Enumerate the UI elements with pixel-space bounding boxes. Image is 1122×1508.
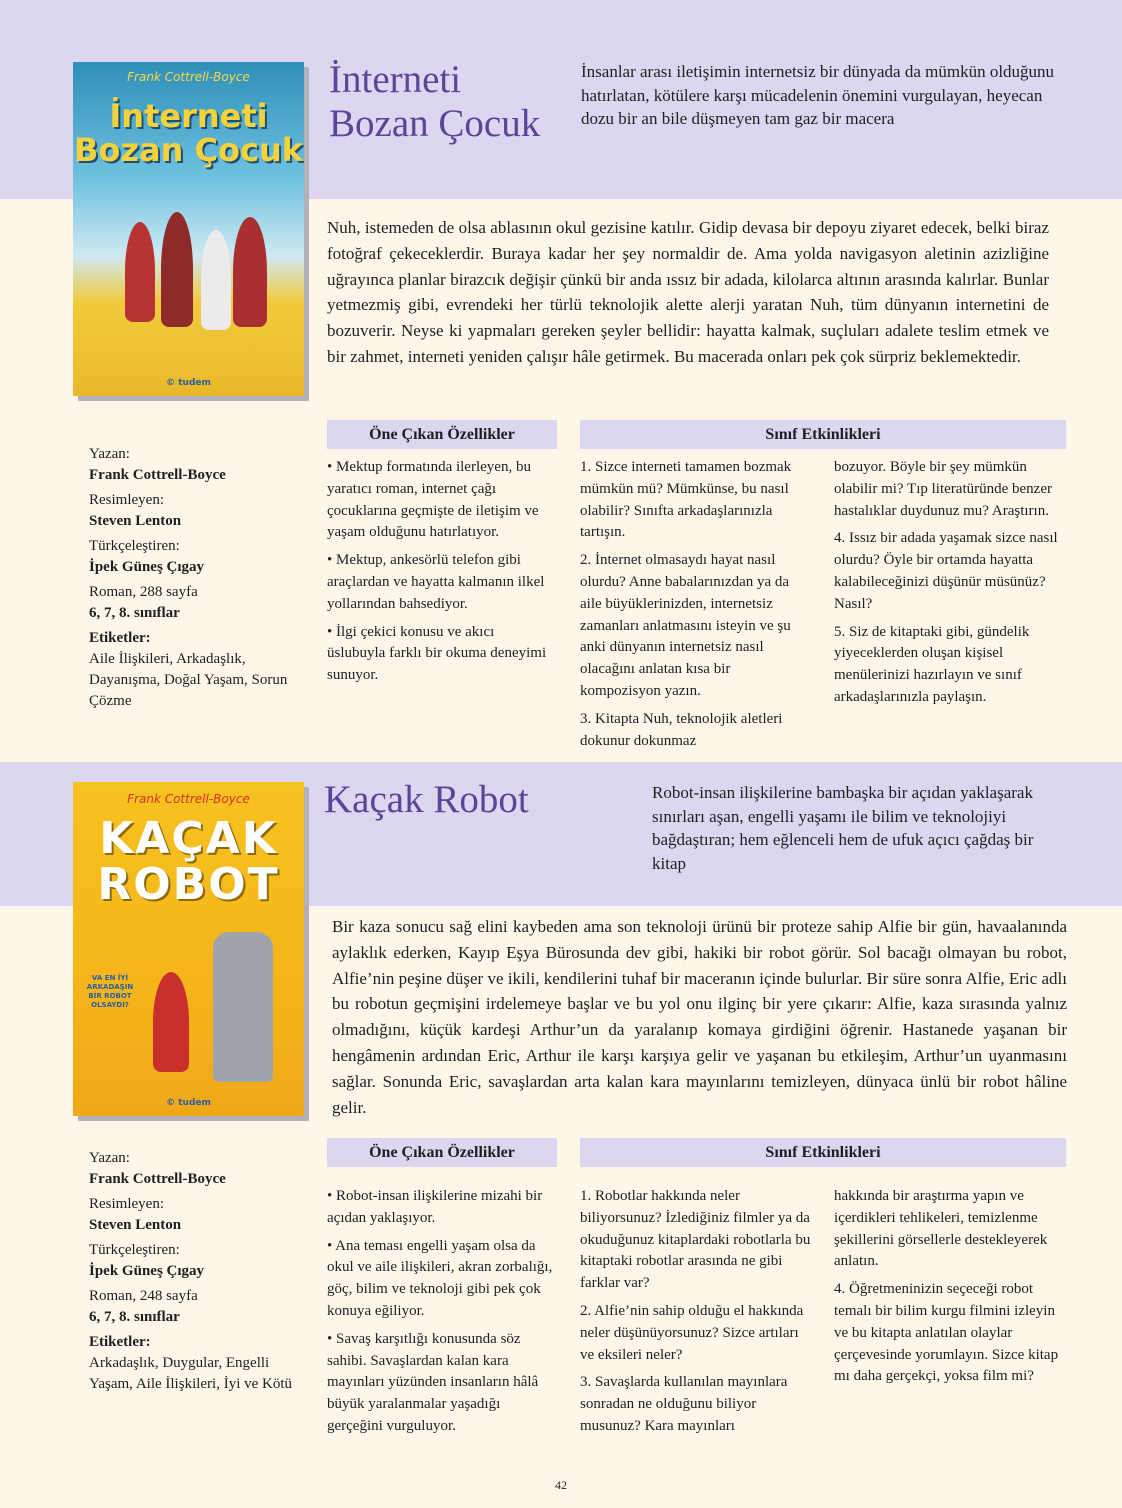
cover-author: Frank Cottrell-Boyce xyxy=(127,792,250,806)
translator-label: Türkçeleştiren: xyxy=(89,538,180,554)
cover-illustration-figure xyxy=(161,212,193,327)
book-summary: Bir kaza sonucu sağ elini kaybeden ama son teknoloji ürünü bir proteze sahip Alfie bir gün, havaalanında aylaklık ederken, Kayıp Eşya Bürosunda dev gibi, hakiki bir robot görür. Sol bacağı olmayan bu robot, Alfie’nin peşine düşer ve ikili, kendilerini tuhaf bir maceranın içinde bulurlar. Bir süre sonra Alfie, Eric adlı bu robotun geçmişini irdelemeye başlar ve bu yol onu ilginç bir yere çıkarır: Alfie, kaza sırasında yalnız olmadığını, küçük kardeşi Arthur’un da yaralanıp komaya girdiğini öğrenir. Hastanede yaşanan bir hengâmenin ardından Eric, Arthur ile karşı karşıya gelir ve yaşanan bu etkileşim, Arthur’un uyanmasını sağlar. Sonunda Eric, savaşlardan arta kalan kara mayınlarını temizleyen, dünyaca ünlü bir robot hâline gelir. xyxy=(332,917,1067,1117)
tags-label: Etiketler: xyxy=(89,630,151,646)
activity-item: 2. İnternet olmasaydı hayat nasıl olurdu? Anne babalarınızdan ya da aile büyüklerinizden, internetsiz zamanları anlatmasını isteyin ve şu anki dünyanın internetsiz nasıl olacağını anlatan kısa bir kompozisyon yazın. xyxy=(580,552,791,699)
book-summary: Nuh, istemeden de olsa ablasının okul gezisine katılır. Gidip devasa bir depoyu ziyaret edecek, belki biraz fotoğraf çekeceklerdir. Buraya kadar her şey normaldir de. Ama yolda navigasyon aletinin azizliğine uğrayınca planlar birazcık değişir çünkü bir anda ıssız bir adada, kilolarca altının arasında kalırlar. Bunlar yetmezmiş gibi, evrendeki her türlü teknolojik alette alerji yaratan Nuh, tüm dünyanın internetini de bozuverir. Neyse ki yapmaları gereken şeyler bellidir: hayatta kalmak, suçluları adalete teslim etmek ve bir zahmet, interneti yeniden çalışır hâle getirmek. Bu macerada onları pek çok sürpriz beklemektedir. xyxy=(327,218,1049,366)
author-label: Yazan: xyxy=(89,1150,130,1166)
book-intro: İnsanlar arası iletişimin internetsiz bir dünyada da mümkün olduğunu hatırlatan, kötülere karşı mücadelenin önemini vurgulayan, heyecan dozu bir an bile düşmeyen tam gaz bir macera xyxy=(581,62,1055,128)
illustrator-label: Resimleyen: xyxy=(89,1196,164,1212)
cover-author: Frank Cottrell-Boyce xyxy=(127,70,250,84)
feature-item: • Savaş karşıtlığı konusunda söz sahibi. Savaşlardan kalan kara mayınları yüzünden insanların hâlâ büyük yaralanmalar yaşadığı gerçeğini vurguluyor. xyxy=(327,1330,539,1434)
cover-illustration-figure xyxy=(201,230,231,330)
activity-item: 3. Savaşlarda kullanılan mayınlara sonradan ne olduğunu biliyor musunuz? Kara mayınları xyxy=(580,1374,788,1434)
features-heading: Öne Çıkan Özellikler xyxy=(327,420,557,449)
page-number: 42 xyxy=(555,1478,567,1492)
book-meta xyxy=(89,1148,299,1395)
illustrator-name: Steven Lenton xyxy=(89,513,182,529)
activities-list-col1 xyxy=(580,1186,812,1444)
cover-publisher: © tudem xyxy=(166,1098,211,1108)
cover-title: KAÇAK ROBOT xyxy=(97,813,280,911)
translator-name: İpek Güneş Çıgay xyxy=(89,559,205,575)
book-intro: Robot-insan ilişkilerine bambaşka bir açıdan yaklaşarak sınırları aşan, engelli yaşamı ile bilim ve teknolojiyi bağdaştıran; hem eğlenceli hem de ufuk açıcı çağdaş bir kitap xyxy=(652,783,1034,873)
activity-item: 1. Sizce interneti tamamen bozmak mümkün mü? Mümkünse, bu nasıl olabilir? Sınıfta arkadaşlarınızla tartışın. xyxy=(580,459,792,541)
activity-item: hakkında bir araştırma yapın ve içerdikleri tehlikeleri, temizlenme şekillerini görsellerle destekleyerek anlatın. xyxy=(834,1188,1048,1270)
cover-publisher: © tudem xyxy=(166,378,211,388)
activity-item: 4. Issız bir adada yaşamak sizce nasıl olurdu? Öyle bir ortamda hayatta kalabileceğinizi düşünür müsünüz? Nasıl? xyxy=(834,530,1058,612)
feature-item: • Robot-insan ilişkilerine mizahi bir açıdan yaklaşıyor. xyxy=(327,1188,543,1226)
tags-list: Aile İlişkileri, Arkadaşlık, Dayanışma, Doğal Yaşam, Sorun Çözme xyxy=(89,651,288,709)
illustrator-name: Steven Lenton xyxy=(89,1217,182,1233)
book-grades: 6, 7, 8. sınıflar xyxy=(89,605,180,621)
book-grades: 6, 7, 8. sınıflar xyxy=(89,1309,180,1325)
activities-list-col1 xyxy=(580,457,812,758)
activity-item: bozuyor. Böyle bir şey mümkün olabilir mi? Tıp literatüründe benzer hastalıklar duydunuz mu? Araştırın. xyxy=(834,459,1052,519)
cover-illustration-robot xyxy=(213,932,273,1082)
tags-label: Etiketler: xyxy=(89,1334,151,1350)
translator-label: Türkçeleştiren: xyxy=(89,1242,180,1258)
book-format: Roman, 248 sayfa xyxy=(89,1288,198,1304)
cover-tagline: VA EN İYİ ARKADAŞIN BİR ROBOT OLSAYDI? xyxy=(86,974,134,1009)
book-title: Kaçak Robot xyxy=(324,778,529,821)
activities-list-col2 xyxy=(834,457,1066,715)
author-label: Yazan: xyxy=(89,446,130,462)
cover-title: İnterneti Bozan Çocuk xyxy=(73,97,303,169)
activity-item: 2. Alfie’nin sahip olduğu el hakkında neler düşünüyorsunuz? Sizce artıları ve eksileri neler? xyxy=(580,1302,804,1363)
author-name: Frank Cottrell-Boyce xyxy=(89,1171,226,1187)
features-heading: Öne Çıkan Özellikler xyxy=(327,1138,557,1167)
feature-item: • Mektup, ankesörlü telefon gibi araçlardan ve hayatta kalmanın ilkel yollarından bahsediyor. xyxy=(327,552,545,612)
activity-item: 3. Kitapta Nuh, teknolojik aletleri dokunur dokunmaz xyxy=(580,710,783,749)
feature-item: • Mektup formatında ilerleyen, bu yaratıcı roman, internet çağı çocuklarına geçmişte de iletişim ve yaşam olduğunu hatırlatıyor. xyxy=(327,459,539,541)
cover-illustration-boy xyxy=(153,972,189,1072)
feature-item: • İlgi çekici konusu ve akıcı üslubuyla farklı bir okuma deneyimi sunuyor. xyxy=(327,623,547,684)
book-title: İnterneti Bozan Çocuk xyxy=(329,58,541,145)
features-list xyxy=(327,1186,555,1444)
feature-item: • Ana teması engelli yaşam olsa da okul ve aile ilişkileri, akran zorbalığı, göç, bilim ve teknoloji gibi pek çok konuya eğiliyor. xyxy=(327,1237,553,1319)
translator-name: İpek Güneş Çıgay xyxy=(89,1263,205,1279)
cover-illustration-figure xyxy=(233,217,267,327)
activities-heading: Sınıf Etkinlikleri xyxy=(580,420,1066,449)
activities-heading: Sınıf Etkinlikleri xyxy=(580,1138,1066,1167)
book-meta xyxy=(89,444,299,712)
activities-list-col2 xyxy=(834,1186,1066,1394)
features-list xyxy=(327,457,555,693)
activity-item: 5. Siz de kitaptaki gibi, gündelik yiyeceklerden oluşan kişisel menülerinizi hazırlayın ve sınıf arkadaşlarınızla paylaşın. xyxy=(834,623,1030,705)
activity-item: 1. Robotlar hakkında neler biliyorsunuz? İzlediğiniz filmler ya da okuduğunuz kitaplardaki robotlarla bu kitaptaki robotlar arasında ne gibi farklar var? xyxy=(580,1188,811,1292)
cover-illustration-figure xyxy=(125,222,155,322)
book-cover-kacak-robot[interactable] xyxy=(73,782,304,1116)
author-name: Frank Cottrell-Boyce xyxy=(89,467,226,483)
illustrator-label: Resimleyen: xyxy=(89,492,164,508)
book-format: Roman, 288 sayfa xyxy=(89,584,198,600)
activity-item: 4. Öğretmeninizin seçeceği robot temalı bir bilim kurgu filmini izleyin ve bu kitapta anlatılan olaylar çerçevesinde yorumlayın. Sizce kitap mı daha gerçekçi, yoksa film mi? xyxy=(834,1281,1059,1385)
book-cover-interneti-bozan-cocuk[interactable] xyxy=(73,62,304,396)
tags-list: Arkadaşlık, Duygular, Engelli Yaşam, Aile İlişkileri, İyi ve Kötü xyxy=(89,1355,293,1392)
